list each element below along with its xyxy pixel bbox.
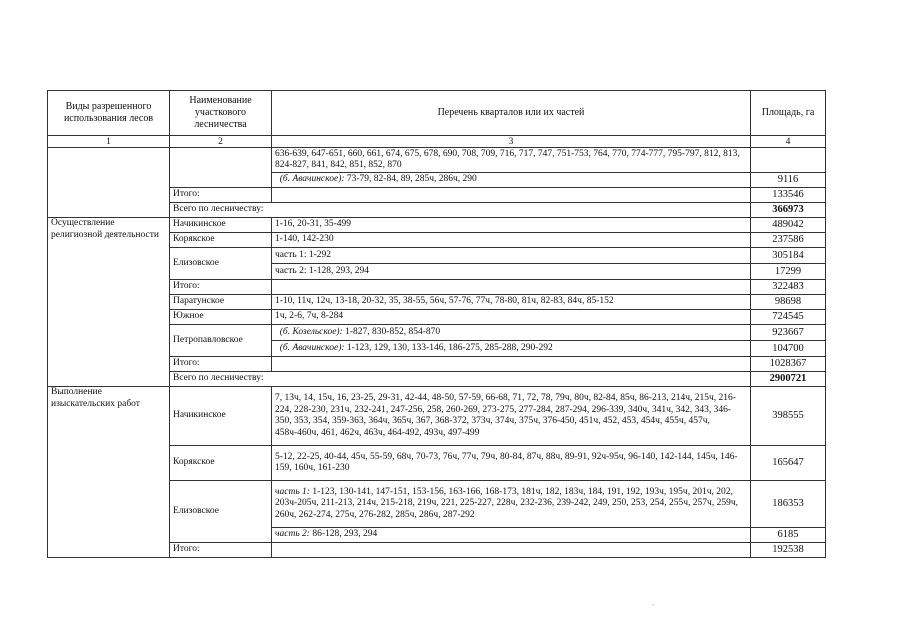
total-label: Всего по лесничеству: [170,203,751,218]
column-number-row [48,136,826,148]
forest-use-table [47,90,826,558]
area-cell: 1028367 [751,357,826,372]
header-use-type: Виды разрешенного использования лесов [48,91,170,136]
quarters-prefix: (б. Авачинское): [279,342,345,353]
column-number: 1 [48,136,170,148]
area-cell: 366973 [751,203,826,218]
forestry-cell: Паратунское [170,295,272,310]
subtotal-label: Итого: [170,188,272,203]
column-number: 4 [751,136,826,148]
quarters-cell: 1-16, 20-31, 35-499 [272,218,751,233]
quarters-prefix: часть 1: [275,486,310,497]
total-label: Всего по лесничеству: [170,372,751,387]
subtotal-label: Итого: [170,543,272,558]
area-cell: 305184 [751,248,826,264]
quarters-cell: 1ч, 2-6, 7ч, 8-284 [272,310,751,325]
subtotal-label: Итого: [170,280,272,295]
area-cell [751,148,826,173]
area-cell: 165647 [751,446,826,481]
quarters-cell: часть 2: 86-128, 293, 294 [272,528,751,543]
area-cell: 6185 [751,528,826,543]
quarters-prefix: (б. Козельское): [279,326,343,337]
use-type-cell [48,148,170,218]
quarters-cell: 7, 13ч, 14, 15ч, 16, 23-25, 29-31, 42-44, 48-50, 57-59, 66-68, 71, 72, 78, 79ч, 80ч, 82-84, 85ч, 86-213, 214ч, 215ч, 216-224, 228-230, 231ч, 232-241, 247-256, 258, 260-269, 273-275, 277-284, 287-294, 296-339, 340ч, 341ч, 342, 343, 346-350, 353, 354, 359-363, 364ч, 365ч, 367, 368-372, 373ч, 374ч, 375ч, 376-450, 451ч, 452, 453, 454ч, 455ч, 457ч, 458ч-460ч, 461, 462ч, 463ч, 464-492, 493ч, 497-499 [272,387,751,446]
header-area: Площадь, га [751,91,826,136]
area-cell: 9116 [751,173,826,188]
area-cell: 17299 [751,264,826,280]
table-row [48,218,826,233]
area-cell: 398555 [751,387,826,446]
forestry-cell: Елизовское [170,248,272,280]
quarters-cell [272,357,751,372]
area-cell: 724545 [751,310,826,325]
use-type-cell: Осуществление религиозной деятельности [48,218,170,387]
quarters-cell: 1-140, 142-230 [272,233,751,248]
table-row [48,387,826,446]
forestry-cell: Петропавловское [170,325,272,357]
area-cell: 322483 [751,280,826,295]
quarters-cell: часть 2: 1-128, 293, 294 [272,264,751,280]
area-cell: 2900721 [751,372,826,387]
pencil-mark: - [652,600,655,609]
forestry-cell [170,148,272,188]
table-row [48,148,826,173]
area-cell: 923667 [751,325,826,341]
quarters-cell: (б. Авачинское): 73-79, 82-84, 89, 285ч, 286ч, 290 [272,173,751,188]
forestry-cell: Елизовское [170,481,272,543]
column-number: 2 [170,136,272,148]
use-type-cell: Выполнение изыскательских работ [48,387,170,558]
quarters-cell [272,188,751,203]
header-forestry: Наименование участкового лесничества [170,91,272,136]
forestry-cell: Корякское [170,446,272,481]
area-cell: 98698 [751,295,826,310]
area-cell: 192538 [751,543,826,558]
subtotal-label: Итого: [170,357,272,372]
forestry-cell: Начикинское [170,387,272,446]
area-cell: 104700 [751,341,826,357]
area-cell: 133546 [751,188,826,203]
quarters-cell: часть 1: 1-292 [272,248,751,264]
quarters-prefix: (б. Авачинское): [279,174,345,185]
area-cell: 237586 [751,233,826,248]
area-cell: 186353 [751,481,826,528]
area-cell: 489042 [751,218,826,233]
quarters-cell: 1-10, 11ч, 12ч, 13-18, 20-32, 35, 38-55, 56ч, 57-76, 77ч, 78-80, 81ч, 82-83, 84ч, 85-152 [272,295,751,310]
forestry-cell: Начикинское [170,218,272,233]
quarters-cell: (б. Авачинское): 1-123, 129, 130, 133-146, 186-275, 285-288, 290-292 [272,341,751,357]
quarters-cell: часть 1: 1-123, 130-141, 147-151, 153-156, 163-166, 168-173, 181ч, 182, 183ч, 184, 191, 192, 193ч, 195ч, 201ч, 202, 203ч-205ч, 211-213, 214ч, 215-218, 219ч, 221, 225-227, 228ч, 232-236, 239-242, 249, 250, 253, 254, 255ч, 257ч, 259ч, 260ч, 262-274, 275ч, 276-282, 285ч, 286ч, 287-292 [272,481,751,528]
quarters-cell: 5-12, 22-25, 40-44, 45ч, 55-59, 68ч, 70-73, 76ч, 77ч, 79ч, 80-84, 87ч, 88ч, 89-91, 92ч-95ч, 96-140, 142-144, 145ч, 146-159, 160ч, 161-230 [272,446,751,481]
forestry-cell: Южное [170,310,272,325]
header-quarters: Перечень кварталов или их частей [272,91,751,136]
quarters-cell [272,280,751,295]
forestry-cell: Корякское [170,233,272,248]
quarters-cell: (б. Козельское): 1-827, 830-852, 854-870 [272,325,751,341]
quarters-prefix: часть 2: [275,529,310,540]
column-number: 3 [272,136,751,148]
table-header-row [48,91,826,136]
quarters-cell [272,543,751,558]
quarters-cell: 636-639, 647-651, 660, 661, 674, 675, 678, 690, 708, 709, 716, 717, 747, 751-753, 764, 770, 774-777, 795-797, 812, 813, 824-827, 841, 842, 851, 852, 870 [272,148,751,173]
